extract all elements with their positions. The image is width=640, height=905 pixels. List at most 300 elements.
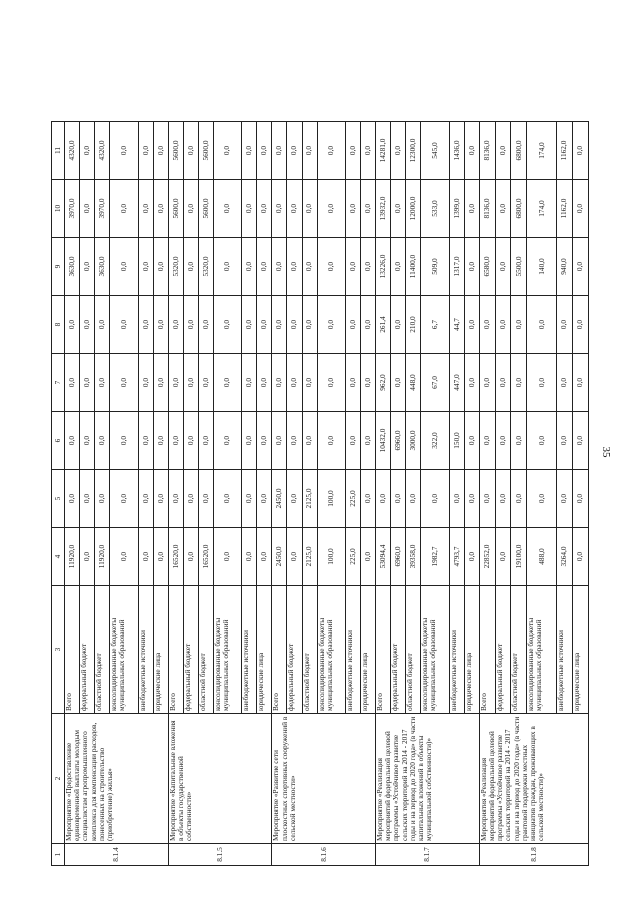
value-cell: 0,0 bbox=[95, 412, 110, 470]
value-cell: 11920,0 bbox=[65, 528, 80, 586]
value-cell: 0,0 bbox=[65, 412, 80, 470]
value-cell: 0,0 bbox=[138, 528, 153, 586]
value-cell: 5600,0 bbox=[198, 122, 213, 180]
funding-source: консолидированные бюджеты муниципальных образований bbox=[317, 586, 345, 714]
value-cell: 0,0 bbox=[557, 412, 573, 470]
funding-source: консолидированные бюджеты муниципальных образований bbox=[110, 586, 138, 714]
value-cell: 19100,0 bbox=[511, 528, 527, 586]
value-cell: 0,0 bbox=[302, 238, 317, 296]
value-cell: 0,0 bbox=[557, 296, 573, 354]
value-cell: 8136,0 bbox=[479, 122, 495, 180]
value-cell: 6960,0 bbox=[391, 528, 406, 586]
value-cell: 0,0 bbox=[242, 528, 257, 586]
value-cell: 1399,0 bbox=[449, 180, 464, 238]
value-cell: 0,0 bbox=[479, 354, 495, 412]
value-cell: 0,0 bbox=[95, 296, 110, 354]
value-cell: 533,0 bbox=[421, 180, 449, 238]
budget-table bbox=[51, 55, 589, 866]
value-cell: 0,0 bbox=[65, 470, 80, 528]
value-cell: 0,0 bbox=[495, 528, 511, 586]
value-cell: 0,0 bbox=[391, 122, 406, 180]
value-cell: 0,0 bbox=[464, 238, 479, 296]
value-cell: 0,0 bbox=[361, 470, 376, 528]
value-cell: 0,0 bbox=[272, 180, 287, 238]
section-name: Мероприятия «Реализация мероприятий федеральной целевой программы «Устойчивое развитие сельских территорий на 2014 - 2017 годы и на период до 2020 года» (в части грантовой поддержки местных инициатив граждан, проживающих в сельской местности)» bbox=[479, 714, 588, 844]
value-cell: 0,0 bbox=[80, 528, 95, 586]
value-cell: 0,0 bbox=[198, 296, 213, 354]
header-cell: 9 bbox=[52, 238, 65, 296]
funding-source: Всего bbox=[272, 586, 287, 714]
value-cell: 0,0 bbox=[242, 122, 257, 180]
value-cell: 2125,0 bbox=[302, 470, 317, 528]
value-cell: 0,0 bbox=[346, 122, 361, 180]
value-cell: 225,0 bbox=[346, 470, 361, 528]
value-cell: 0,0 bbox=[153, 354, 168, 412]
funding-source: внебюджетные источники bbox=[449, 586, 464, 714]
value-cell: 0,0 bbox=[138, 122, 153, 180]
value-cell: 0,0 bbox=[376, 470, 391, 528]
value-cell: 100,0 bbox=[317, 470, 345, 528]
value-cell: 0,0 bbox=[153, 412, 168, 470]
value-cell: 0,0 bbox=[272, 412, 287, 470]
value-cell: 11920,0 bbox=[95, 528, 110, 586]
value-cell: 0,0 bbox=[110, 528, 138, 586]
value-cell: 0,0 bbox=[138, 296, 153, 354]
value-cell: 0,0 bbox=[213, 180, 241, 238]
value-cell: 0,0 bbox=[317, 122, 345, 180]
value-cell: 0,0 bbox=[361, 122, 376, 180]
funding-source: юридические лица bbox=[257, 586, 272, 714]
value-cell: 0,0 bbox=[391, 470, 406, 528]
value-cell: 210,0 bbox=[406, 296, 421, 354]
value-cell: 0,0 bbox=[80, 238, 95, 296]
funding-source: внебюджетные источники bbox=[242, 586, 257, 714]
value-cell: 16520,0 bbox=[198, 528, 213, 586]
value-cell: 322,0 bbox=[421, 412, 449, 470]
value-cell: 0,0 bbox=[183, 180, 198, 238]
value-cell: 5500,0 bbox=[511, 238, 527, 296]
value-cell: 0,0 bbox=[110, 354, 138, 412]
value-cell: 0,0 bbox=[572, 180, 588, 238]
funding-source: консолидированные бюджеты муниципальных образований bbox=[527, 586, 557, 714]
value-cell: 0,0 bbox=[272, 238, 287, 296]
funding-source: Всего bbox=[479, 586, 495, 714]
value-cell: 0,0 bbox=[287, 412, 302, 470]
value-cell: 0,0 bbox=[495, 354, 511, 412]
value-cell: 0,0 bbox=[153, 122, 168, 180]
value-cell: 0,0 bbox=[272, 122, 287, 180]
value-cell: 3970,0 bbox=[95, 180, 110, 238]
value-cell: 1982,7 bbox=[421, 528, 449, 586]
header-cell: 4 bbox=[52, 528, 65, 586]
section-code: 8.1.5 bbox=[168, 844, 272, 866]
value-cell: 3970,0 bbox=[65, 180, 80, 238]
value-cell: 0,0 bbox=[287, 122, 302, 180]
value-cell: 545,0 bbox=[421, 122, 449, 180]
value-cell: 0,0 bbox=[302, 354, 317, 412]
funding-source: федеральный бюджет bbox=[495, 586, 511, 714]
value-cell: 0,0 bbox=[302, 180, 317, 238]
value-cell: 0,0 bbox=[80, 412, 95, 470]
value-cell: 0,0 bbox=[527, 354, 557, 412]
value-cell: 0,0 bbox=[257, 528, 272, 586]
value-cell: 2450,0 bbox=[272, 528, 287, 586]
value-cell: 12000,0 bbox=[406, 180, 421, 238]
funding-source: Всего bbox=[65, 586, 80, 714]
value-cell: 0,0 bbox=[495, 296, 511, 354]
value-cell: 11400,0 bbox=[406, 238, 421, 296]
value-cell: 4320,0 bbox=[95, 122, 110, 180]
value-cell: 0,0 bbox=[317, 354, 345, 412]
value-cell: 0,0 bbox=[572, 122, 588, 180]
value-cell: 0,0 bbox=[110, 180, 138, 238]
value-cell: 0,0 bbox=[183, 296, 198, 354]
value-cell: 5600,0 bbox=[168, 122, 183, 180]
value-cell: 1162,0 bbox=[557, 122, 573, 180]
value-cell: 0,0 bbox=[257, 354, 272, 412]
section-name: Мероприятие «Реализация мероприятий федеральной целевой программы «Устойчивое развитие сельских территорий на 2014 - 2017 годы и на период до 2020 года» (в части капитальных вложений в объекты муниципальной собственности)» bbox=[376, 714, 480, 844]
value-cell: 0,0 bbox=[80, 296, 95, 354]
section-name: Мероприятие «Развитие сети плоскостных спортивных сооружений в сельской местности» bbox=[272, 714, 376, 844]
value-cell: 8136,0 bbox=[479, 180, 495, 238]
value-cell: 2125,0 bbox=[302, 528, 317, 586]
value-cell: 0,0 bbox=[511, 354, 527, 412]
value-cell: 0,0 bbox=[257, 412, 272, 470]
value-cell: 4793,7 bbox=[449, 528, 464, 586]
table-body bbox=[65, 56, 589, 866]
header-cell: 2 bbox=[52, 714, 65, 844]
value-cell: 0,0 bbox=[317, 238, 345, 296]
funding-source: консолидированные бюджеты муниципальных образований bbox=[421, 586, 449, 714]
value-cell: 6800,0 bbox=[511, 122, 527, 180]
value-cell: 0,0 bbox=[153, 238, 168, 296]
value-cell: 0,0 bbox=[361, 180, 376, 238]
value-cell: 174,0 bbox=[527, 122, 557, 180]
value-cell: 0,0 bbox=[138, 470, 153, 528]
value-cell: 0,0 bbox=[110, 296, 138, 354]
value-cell: 0,0 bbox=[242, 412, 257, 470]
header-cell: 6 bbox=[52, 412, 65, 470]
value-cell: 0,0 bbox=[346, 180, 361, 238]
value-cell: 0,0 bbox=[391, 238, 406, 296]
value-cell: 0,0 bbox=[346, 238, 361, 296]
value-cell: 0,0 bbox=[361, 528, 376, 586]
value-cell: 0,0 bbox=[110, 122, 138, 180]
budget-table-wrapper bbox=[51, 56, 589, 866]
section-code: 8.1.6 bbox=[272, 844, 376, 866]
value-cell: 0,0 bbox=[183, 354, 198, 412]
header-cell: 5 bbox=[52, 470, 65, 528]
value-cell: 0,0 bbox=[242, 238, 257, 296]
value-cell: 0,0 bbox=[287, 528, 302, 586]
funding-source: федеральный бюджет bbox=[287, 586, 302, 714]
value-cell: 0,0 bbox=[479, 296, 495, 354]
value-cell: 962,0 bbox=[376, 354, 391, 412]
value-cell: 0,0 bbox=[572, 528, 588, 586]
value-cell: 0,0 bbox=[464, 354, 479, 412]
value-cell: 0,0 bbox=[464, 296, 479, 354]
funding-source: внебюджетные источники bbox=[346, 586, 361, 714]
funding-source: юридические лица bbox=[464, 586, 479, 714]
value-cell: 0,0 bbox=[213, 122, 241, 180]
value-cell: 13932,0 bbox=[376, 180, 391, 238]
value-cell: 0,0 bbox=[198, 470, 213, 528]
value-cell: 0,0 bbox=[464, 528, 479, 586]
funding-source: областной бюджет bbox=[511, 586, 527, 714]
value-cell: 0,0 bbox=[257, 180, 272, 238]
value-cell: 0,0 bbox=[168, 412, 183, 470]
value-cell: 6960,0 bbox=[391, 412, 406, 470]
value-cell: 0,0 bbox=[287, 180, 302, 238]
value-cell: 13226,0 bbox=[376, 238, 391, 296]
value-cell: 0,0 bbox=[361, 296, 376, 354]
value-cell: 0,0 bbox=[110, 412, 138, 470]
value-cell: 261,4 bbox=[376, 296, 391, 354]
table-row bbox=[65, 56, 80, 866]
value-cell: 0,0 bbox=[511, 470, 527, 528]
funding-source: юридические лица bbox=[572, 586, 588, 714]
value-cell: 3630,0 bbox=[95, 238, 110, 296]
funding-source: федеральный бюджет bbox=[183, 586, 198, 714]
value-cell: 39358,0 bbox=[406, 528, 421, 586]
header-row bbox=[52, 56, 65, 866]
value-cell: 0,0 bbox=[302, 122, 317, 180]
value-cell: 225,0 bbox=[346, 528, 361, 586]
funding-source: юридические лица bbox=[361, 586, 376, 714]
value-cell: 0,0 bbox=[153, 528, 168, 586]
section-code: 8.1.8 bbox=[479, 844, 588, 866]
funding-source: областной бюджет bbox=[406, 586, 421, 714]
value-cell: 1436,0 bbox=[449, 122, 464, 180]
value-cell: 0,0 bbox=[464, 412, 479, 470]
value-cell: 0,0 bbox=[183, 412, 198, 470]
header-cell: 7 bbox=[52, 354, 65, 412]
value-cell: 5320,0 bbox=[198, 238, 213, 296]
value-cell: 0,0 bbox=[287, 354, 302, 412]
value-cell: 0,0 bbox=[302, 412, 317, 470]
value-cell: 14281,0 bbox=[376, 122, 391, 180]
value-cell: 0,0 bbox=[361, 412, 376, 470]
section-code: 8.1.4 bbox=[65, 844, 169, 866]
value-cell: 6,7 bbox=[421, 296, 449, 354]
value-cell: 0,0 bbox=[213, 528, 241, 586]
value-cell: 0,0 bbox=[557, 354, 573, 412]
value-cell: 0,0 bbox=[95, 354, 110, 412]
value-cell: 0,0 bbox=[287, 296, 302, 354]
funding-source: федеральный бюджет bbox=[80, 586, 95, 714]
value-cell: 16520,0 bbox=[168, 528, 183, 586]
value-cell: 0,0 bbox=[183, 122, 198, 180]
value-cell: 100,0 bbox=[317, 528, 345, 586]
funding-source: областной бюджет bbox=[198, 586, 213, 714]
value-cell: 0,0 bbox=[65, 296, 80, 354]
value-cell: 0,0 bbox=[361, 238, 376, 296]
value-cell: 0,0 bbox=[183, 528, 198, 586]
value-cell: 0,0 bbox=[511, 296, 527, 354]
value-cell: 0,0 bbox=[213, 470, 241, 528]
value-cell: 6580,0 bbox=[479, 238, 495, 296]
value-cell: 44,7 bbox=[449, 296, 464, 354]
value-cell: 2450,0 bbox=[272, 470, 287, 528]
funding-source: Всего bbox=[376, 586, 391, 714]
header-cell: 8 bbox=[52, 296, 65, 354]
value-cell: 0,0 bbox=[317, 180, 345, 238]
value-cell: 10432,0 bbox=[376, 412, 391, 470]
value-cell: 0,0 bbox=[495, 412, 511, 470]
value-cell: 0,0 bbox=[287, 470, 302, 528]
value-cell: 0,0 bbox=[80, 470, 95, 528]
value-cell: 0,0 bbox=[346, 354, 361, 412]
value-cell: 3000,0 bbox=[406, 412, 421, 470]
value-cell: 0,0 bbox=[391, 296, 406, 354]
table-row bbox=[168, 56, 183, 866]
value-cell: 0,0 bbox=[572, 238, 588, 296]
value-cell: 0,0 bbox=[138, 238, 153, 296]
table-row bbox=[479, 56, 495, 866]
value-cell: 0,0 bbox=[138, 412, 153, 470]
value-cell: 53094,4 bbox=[376, 528, 391, 586]
value-cell: 0,0 bbox=[80, 354, 95, 412]
value-cell: 0,0 bbox=[511, 412, 527, 470]
value-cell: 0,0 bbox=[213, 354, 241, 412]
header-cell: 10 bbox=[52, 180, 65, 238]
value-cell: 0,0 bbox=[168, 470, 183, 528]
value-cell: 0,0 bbox=[257, 122, 272, 180]
value-cell: 0,0 bbox=[198, 354, 213, 412]
value-cell: 67,0 bbox=[421, 354, 449, 412]
value-cell: 0,0 bbox=[572, 296, 588, 354]
value-cell: 0,0 bbox=[557, 470, 573, 528]
section-name: Мероприятие «Капитальные вложения в объекты государственной собственности» bbox=[168, 714, 272, 844]
value-cell: 0,0 bbox=[464, 470, 479, 528]
value-cell: 0,0 bbox=[572, 470, 588, 528]
value-cell: 0,0 bbox=[391, 180, 406, 238]
value-cell: 3264,0 bbox=[557, 528, 573, 586]
value-cell: 0,0 bbox=[183, 470, 198, 528]
value-cell: 0,0 bbox=[361, 354, 376, 412]
value-cell: 0,0 bbox=[479, 470, 495, 528]
value-cell: 6800,0 bbox=[511, 180, 527, 238]
value-cell: 0,0 bbox=[213, 238, 241, 296]
value-cell: 0,0 bbox=[302, 296, 317, 354]
value-cell: 1317,0 bbox=[449, 238, 464, 296]
value-cell: 0,0 bbox=[242, 354, 257, 412]
funding-source: федеральный бюджет bbox=[391, 586, 406, 714]
value-cell: 0,0 bbox=[138, 354, 153, 412]
value-cell: 0,0 bbox=[317, 296, 345, 354]
value-cell: 0,0 bbox=[495, 180, 511, 238]
value-cell: 0,0 bbox=[479, 412, 495, 470]
value-cell: 0,0 bbox=[110, 238, 138, 296]
value-cell: 0,0 bbox=[572, 412, 588, 470]
table-row bbox=[376, 56, 391, 866]
value-cell: 0,0 bbox=[257, 470, 272, 528]
header-cell: 11 bbox=[52, 122, 65, 180]
funding-source: консолидированные бюджеты муниципальных образований bbox=[213, 586, 241, 714]
header-cell: 1 bbox=[52, 844, 65, 866]
value-cell: 0,0 bbox=[346, 296, 361, 354]
value-cell: 0,0 bbox=[242, 180, 257, 238]
value-cell: 0,0 bbox=[110, 470, 138, 528]
funding-source: областной бюджет bbox=[302, 586, 317, 714]
value-cell: 0,0 bbox=[406, 470, 421, 528]
value-cell: 0,0 bbox=[391, 354, 406, 412]
value-cell: 0,0 bbox=[80, 122, 95, 180]
header-cell: 3 bbox=[52, 586, 65, 714]
value-cell: 0,0 bbox=[421, 470, 449, 528]
value-cell: 0,0 bbox=[495, 122, 511, 180]
value-cell: 0,0 bbox=[257, 296, 272, 354]
value-cell: 0,0 bbox=[495, 238, 511, 296]
value-cell: 0,0 bbox=[213, 296, 241, 354]
funding-source: юридические лица bbox=[153, 586, 168, 714]
value-cell: 22852,0 bbox=[479, 528, 495, 586]
value-cell: 0,0 bbox=[346, 412, 361, 470]
value-cell: 0,0 bbox=[317, 412, 345, 470]
value-cell: 448,0 bbox=[406, 354, 421, 412]
funding-source: внебюджетные источники bbox=[138, 586, 153, 714]
value-cell: 0,0 bbox=[242, 296, 257, 354]
value-cell: 509,0 bbox=[421, 238, 449, 296]
value-cell: 940,0 bbox=[557, 238, 573, 296]
value-cell: 0,0 bbox=[527, 296, 557, 354]
value-cell: 0,0 bbox=[153, 180, 168, 238]
value-cell: 0,0 bbox=[168, 354, 183, 412]
value-cell: 0,0 bbox=[527, 470, 557, 528]
page-number: 35 bbox=[600, 446, 612, 458]
value-cell: 0,0 bbox=[572, 354, 588, 412]
value-cell: 174,0 bbox=[527, 180, 557, 238]
value-cell: 447,0 bbox=[449, 354, 464, 412]
value-cell: 5320,0 bbox=[168, 238, 183, 296]
value-cell: 3630,0 bbox=[65, 238, 80, 296]
value-cell: 0,0 bbox=[198, 412, 213, 470]
value-cell: 0,0 bbox=[287, 238, 302, 296]
value-cell: 0,0 bbox=[153, 470, 168, 528]
value-cell: 4320,0 bbox=[65, 122, 80, 180]
value-cell: 0,0 bbox=[527, 412, 557, 470]
value-cell: 0,0 bbox=[464, 180, 479, 238]
value-cell: 150,0 bbox=[449, 412, 464, 470]
value-cell: 0,0 bbox=[65, 354, 80, 412]
table-row bbox=[272, 56, 287, 866]
value-cell: 0,0 bbox=[153, 296, 168, 354]
value-cell: 1162,0 bbox=[557, 180, 573, 238]
value-cell: 0,0 bbox=[168, 296, 183, 354]
value-cell: 0,0 bbox=[242, 470, 257, 528]
value-cell: 0,0 bbox=[183, 238, 198, 296]
value-cell: 0,0 bbox=[272, 296, 287, 354]
value-cell: 0,0 bbox=[80, 180, 95, 238]
value-cell: 488,0 bbox=[527, 528, 557, 586]
value-cell: 5600,0 bbox=[198, 180, 213, 238]
value-cell: 12300,0 bbox=[406, 122, 421, 180]
value-cell: 5600,0 bbox=[168, 180, 183, 238]
value-cell: 140,0 bbox=[527, 238, 557, 296]
value-cell: 0,0 bbox=[213, 412, 241, 470]
value-cell: 0,0 bbox=[138, 180, 153, 238]
section-name: Мероприятие «Предоставление единовременной выплаты молодым специалистам агропромышленного комплекса для компенсации расходов, понесенных на строительство (приобретение) жилья» bbox=[65, 714, 169, 844]
value-cell: 0,0 bbox=[449, 470, 464, 528]
funding-source: областной бюджет bbox=[95, 586, 110, 714]
funding-source: внебюджетные источники bbox=[557, 586, 573, 714]
value-cell: 0,0 bbox=[95, 470, 110, 528]
value-cell: 0,0 bbox=[257, 238, 272, 296]
section-code: 8.1.7 bbox=[376, 844, 480, 866]
value-cell: 0,0 bbox=[272, 354, 287, 412]
value-cell: 0,0 bbox=[464, 122, 479, 180]
value-cell: 0,0 bbox=[495, 470, 511, 528]
